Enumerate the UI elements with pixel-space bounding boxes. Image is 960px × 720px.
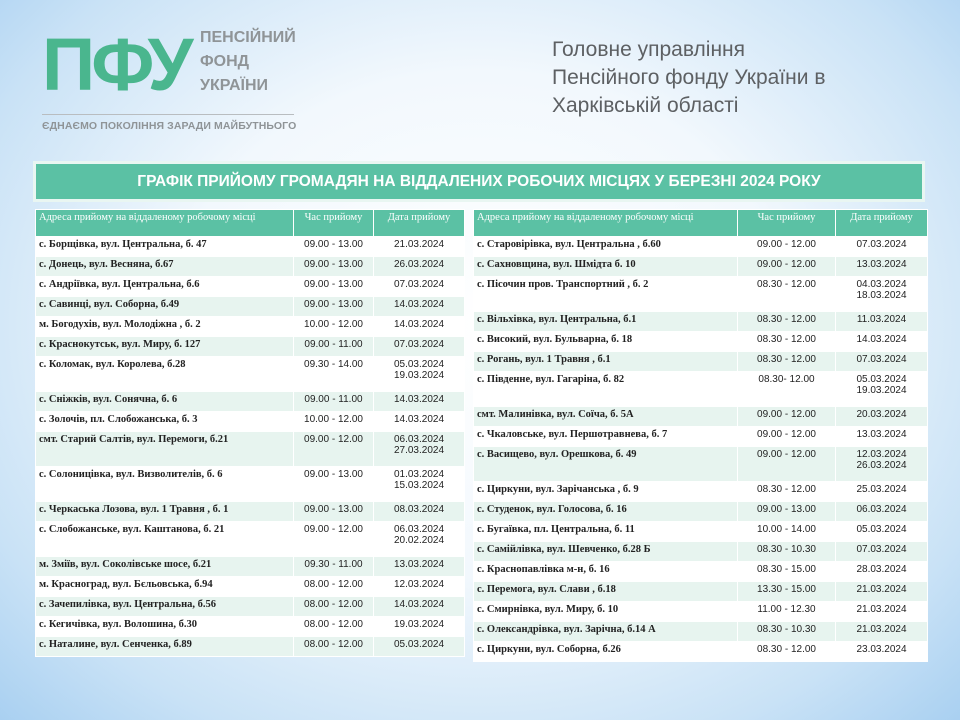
cell-date bbox=[374, 522, 465, 557]
cell-time: 08.30- 12.00 bbox=[738, 372, 836, 407]
date-value: 19.03.2024 bbox=[393, 619, 445, 630]
cell-date bbox=[836, 502, 928, 522]
date-value: 19.03.2024 bbox=[856, 385, 907, 396]
cell-time: 09.00 - 12.00 bbox=[738, 427, 836, 447]
cell-date bbox=[374, 257, 465, 277]
table-row bbox=[474, 352, 928, 372]
cell-address: с. Самійлівка, вул. Шевченко, б.28 Б bbox=[474, 542, 738, 562]
table-row bbox=[36, 597, 465, 617]
cell-date bbox=[836, 522, 928, 542]
pfu-logo bbox=[42, 22, 302, 142]
schedule-table-left bbox=[35, 209, 465, 657]
date-value: 05.03.2024 bbox=[856, 374, 907, 385]
date-value: 14.03.2024 bbox=[393, 394, 445, 405]
table-row bbox=[474, 642, 928, 662]
cell-time: 13.30 - 15.00 bbox=[738, 582, 836, 602]
table-row bbox=[474, 237, 928, 257]
cell-time: 09.00 - 12.00 bbox=[294, 522, 374, 557]
cell-address: с. Смирнівка, вул. Миру, б. 10 bbox=[474, 602, 738, 622]
cell-address: с. Студенок, вул. Голосова, б. 16 bbox=[474, 502, 738, 522]
cell-date bbox=[836, 352, 928, 372]
cell-date bbox=[374, 502, 465, 522]
cell-address: с. Черкаська Лозова, вул. 1 Травня , б. 1 bbox=[36, 502, 294, 522]
cell-time: 09.00 - 11.00 bbox=[294, 392, 374, 412]
cell-address: с. Південне, вул. Гагаріна, б. 82 bbox=[474, 372, 738, 407]
organization-line: Пенсійного фонду України в bbox=[552, 66, 826, 89]
date-value: 14.03.2024 bbox=[393, 414, 445, 425]
date-value: 21.03.2024 bbox=[856, 584, 907, 595]
cell-time: 10.00 - 14.00 bbox=[738, 522, 836, 542]
cell-address: с. Золочів, пл. Слобожанська, б. 3 bbox=[36, 412, 294, 432]
cell-time: 08.30 - 15.00 bbox=[738, 562, 836, 582]
cell-date bbox=[836, 582, 928, 602]
date-value: 13.03.2024 bbox=[856, 429, 907, 440]
cell-time: 11.00 - 12.30 bbox=[738, 602, 836, 622]
cell-time: 09.00 - 13.00 bbox=[294, 257, 374, 277]
table-row bbox=[474, 447, 928, 482]
cell-address: смт. Старий Салтів, вул. Перемоги, б.21 bbox=[36, 432, 294, 467]
cell-address: с. Андріївка, вул. Центральна, б.6 bbox=[36, 277, 294, 297]
table-row bbox=[474, 312, 928, 332]
cell-time: 08.00 - 12.00 bbox=[294, 597, 374, 617]
date-value: 07.03.2024 bbox=[856, 354, 907, 365]
header-time: Час прийому bbox=[738, 210, 836, 237]
table-row bbox=[474, 522, 928, 542]
header-time: Час прийому bbox=[294, 210, 374, 237]
date-value: 25.03.2024 bbox=[856, 484, 907, 495]
cell-time: 10.00 - 12.00 bbox=[294, 412, 374, 432]
cell-date bbox=[374, 297, 465, 317]
table-row bbox=[474, 582, 928, 602]
table-row bbox=[36, 337, 465, 357]
logo-word: УКРАЇНИ bbox=[200, 77, 269, 94]
cell-date bbox=[836, 312, 928, 332]
cell-date bbox=[374, 357, 465, 392]
cell-time: 08.30 - 12.00 bbox=[738, 312, 836, 332]
cell-address: с. Солоницівка, вул. Визволителів, б. 6 bbox=[36, 467, 294, 502]
table-row bbox=[474, 257, 928, 277]
table-row bbox=[36, 297, 465, 317]
cell-time: 08.30 - 12.00 bbox=[738, 482, 836, 502]
cell-address: с. Бугаївка, пл. Центральна, б. 11 bbox=[474, 522, 738, 542]
logo-word: ФОНД bbox=[200, 53, 250, 70]
cell-date bbox=[836, 562, 928, 582]
date-value: 13.03.2024 bbox=[856, 259, 907, 270]
cell-date bbox=[836, 622, 928, 642]
cell-time: 08.00 - 12.00 bbox=[294, 617, 374, 637]
cell-address: с. Сахновщина, вул. Шмідта б. 10 bbox=[474, 257, 738, 277]
cell-time: 09.30 - 14.00 bbox=[294, 357, 374, 392]
cell-time: 08.30 - 12.00 bbox=[738, 277, 836, 312]
cell-address: с. Сніжків, вул. Сонячна, б. 6 bbox=[36, 392, 294, 412]
table-header-row bbox=[36, 210, 465, 237]
table-row bbox=[474, 622, 928, 642]
cell-time: 08.00 - 12.00 bbox=[294, 577, 374, 597]
header-date: Дата прийому bbox=[836, 210, 928, 237]
organization-line: Харківській області bbox=[552, 94, 739, 117]
header-address: Адреса прийому на віддаленому робочому місці bbox=[36, 210, 294, 237]
cell-address: с. Краснопавлівка м-н, б. 16 bbox=[474, 562, 738, 582]
cell-time: 09.00 - 12.00 bbox=[738, 257, 836, 277]
cell-address: с. Слобожанське, вул. Каштанова, б. 21 bbox=[36, 522, 294, 557]
cell-time: 09.00 - 13.00 bbox=[294, 297, 374, 317]
table-row bbox=[36, 412, 465, 432]
date-value: 06.03.2024 bbox=[393, 434, 445, 445]
cell-time: 09.00 - 13.00 bbox=[294, 237, 374, 257]
date-value: 05.03.2024 bbox=[856, 524, 907, 535]
table-row bbox=[474, 372, 928, 407]
cell-time: 09.00 - 12.00 bbox=[738, 237, 836, 257]
cell-address: с. Васищево, вул. Орешкова, б. 49 bbox=[474, 447, 738, 482]
cell-address: с. Коломак, вул. Королева, б.28 bbox=[36, 357, 294, 392]
cell-time: 10.00 - 12.00 bbox=[294, 317, 374, 337]
date-value: 27.03.2024 bbox=[393, 445, 445, 456]
table-row bbox=[36, 502, 465, 522]
cell-date bbox=[374, 317, 465, 337]
date-value: 21.03.2024 bbox=[856, 604, 907, 615]
cell-address: с. Високий, вул. Бульварна, б. 18 bbox=[474, 332, 738, 352]
date-value: 14.03.2024 bbox=[393, 319, 445, 330]
cell-time: 08.00 - 12.00 bbox=[294, 637, 374, 657]
table-row bbox=[474, 602, 928, 622]
date-value: 07.03.2024 bbox=[856, 544, 907, 555]
date-value: 07.03.2024 bbox=[856, 239, 907, 250]
cell-address: с. Рогань, вул. 1 Травня , б.1 bbox=[474, 352, 738, 372]
cell-date bbox=[374, 617, 465, 637]
logo-word: ПЕНСІЙНИЙ bbox=[200, 29, 296, 46]
date-value: 19.03.2024 bbox=[393, 370, 445, 381]
cell-date bbox=[374, 637, 465, 657]
cell-address: с. Старовірівка, вул. Центральна , б.60 bbox=[474, 237, 738, 257]
cell-date bbox=[374, 432, 465, 467]
date-value: 13.03.2024 bbox=[393, 559, 445, 570]
cell-date bbox=[836, 542, 928, 562]
cell-time: 09.00 - 12.00 bbox=[738, 447, 836, 482]
date-value: 18.03.2024 bbox=[856, 290, 907, 301]
table-row bbox=[474, 482, 928, 502]
cell-time: 08.30 - 12.00 bbox=[738, 332, 836, 352]
table-row bbox=[36, 257, 465, 277]
table-row bbox=[36, 277, 465, 297]
logo-mark: ПФУ bbox=[42, 23, 190, 106]
table-row bbox=[474, 427, 928, 447]
header-date: Дата прийому bbox=[374, 210, 465, 237]
table-row bbox=[36, 357, 465, 392]
cell-address: с. Борщівка, вул. Центральна, б. 47 bbox=[36, 237, 294, 257]
cell-date bbox=[374, 277, 465, 297]
cell-date bbox=[836, 482, 928, 502]
cell-date bbox=[374, 237, 465, 257]
logo-divider bbox=[42, 114, 294, 115]
cell-date bbox=[836, 642, 928, 662]
cell-address: м. Богодухів, вул. Молодіжна , б. 2 bbox=[36, 317, 294, 337]
cell-address: с. Перемога, вул. Слави , б.18 bbox=[474, 582, 738, 602]
cell-address: с. Савинці, вул. Соборна, б.49 bbox=[36, 297, 294, 317]
date-value: 06.03.2024 bbox=[393, 524, 445, 535]
cell-time: 09.00 - 13.00 bbox=[294, 277, 374, 297]
organization-line: Головне управління bbox=[552, 38, 746, 61]
cell-address: с. Пісочин пров. Транспортний , б. 2 bbox=[474, 277, 738, 312]
header-address: Адреса прийому на віддаленому робочому місці bbox=[474, 210, 738, 237]
cell-address: с. Олександрівка, вул. Зарічна, б.14 А bbox=[474, 622, 738, 642]
table-row bbox=[36, 467, 465, 502]
date-value: 26.03.2024 bbox=[393, 259, 445, 270]
cell-time: 08.30 - 12.00 bbox=[738, 352, 836, 372]
date-value: 04.03.2024 bbox=[856, 279, 907, 290]
date-value: 20.02.2024 bbox=[393, 535, 445, 546]
cell-address: с. Донець, вул. Весняна, б.67 bbox=[36, 257, 294, 277]
date-value: 28.03.2024 bbox=[856, 564, 907, 575]
table-row bbox=[36, 557, 465, 577]
cell-address: с. Наталине, вул. Сенченка, б.89 bbox=[36, 637, 294, 657]
table-row bbox=[474, 332, 928, 352]
date-value: 07.03.2024 bbox=[393, 339, 445, 350]
date-value: 12.03.2024 bbox=[856, 449, 907, 460]
table-header-row bbox=[474, 210, 928, 237]
table-row bbox=[474, 562, 928, 582]
table-row bbox=[36, 577, 465, 597]
cell-time: 08.30 - 10.30 bbox=[738, 542, 836, 562]
table-row bbox=[36, 432, 465, 467]
table-row bbox=[36, 617, 465, 637]
organization-name bbox=[552, 36, 826, 120]
date-value: 12.03.2024 bbox=[393, 579, 445, 590]
cell-date bbox=[374, 337, 465, 357]
date-value: 20.03.2024 bbox=[856, 409, 907, 420]
cell-date bbox=[836, 447, 928, 482]
cell-address: с. Циркуни, вул. Соборна, б.26 bbox=[474, 642, 738, 662]
cell-date bbox=[836, 407, 928, 427]
table-row bbox=[36, 637, 465, 657]
cell-time: 09.00 - 13.00 bbox=[294, 502, 374, 522]
table-row bbox=[36, 317, 465, 337]
cell-address: с. Вільхівка, вул. Центральна, б.1 bbox=[474, 312, 738, 332]
date-value: 05.03.2024 bbox=[393, 639, 445, 650]
cell-address: с. Чкаловське, вул. Першотравнева, б. 7 bbox=[474, 427, 738, 447]
cell-address: м. Зміїв, вул. Соколівське шосе, б.21 bbox=[36, 557, 294, 577]
cell-time: 09.00 - 12.00 bbox=[294, 432, 374, 467]
cell-date bbox=[836, 237, 928, 257]
cell-date bbox=[836, 372, 928, 407]
logo-words bbox=[200, 26, 296, 98]
cell-date bbox=[374, 577, 465, 597]
cell-date bbox=[836, 427, 928, 447]
cell-date bbox=[836, 277, 928, 312]
cell-time: 09.00 - 12.00 bbox=[738, 407, 836, 427]
table-row bbox=[474, 407, 928, 427]
cell-address: с. Краснокутськ, вул. Миру, б. 127 bbox=[36, 337, 294, 357]
date-value: 07.03.2024 bbox=[393, 279, 445, 290]
cell-address: с. Кегичівка, вул. Волошина, б.30 bbox=[36, 617, 294, 637]
date-value: 21.03.2024 bbox=[393, 239, 445, 250]
date-value: 14.03.2024 bbox=[856, 334, 907, 345]
date-value: 06.03.2024 bbox=[856, 504, 907, 515]
cell-date bbox=[374, 597, 465, 617]
cell-date bbox=[374, 467, 465, 502]
date-value: 08.03.2024 bbox=[393, 504, 445, 515]
cell-time: 09.00 - 13.00 bbox=[294, 467, 374, 502]
cell-address: с. Циркуни, вул. Зарічанська , б. 9 bbox=[474, 482, 738, 502]
cell-date bbox=[836, 332, 928, 352]
date-value: 01.03.2024 bbox=[393, 469, 445, 480]
date-value: 26.03.2024 bbox=[856, 460, 907, 471]
cell-date bbox=[374, 557, 465, 577]
table-row bbox=[474, 502, 928, 522]
date-value: 15.03.2024 bbox=[393, 480, 445, 491]
cell-time: 08.30 - 12.00 bbox=[738, 642, 836, 662]
cell-date bbox=[374, 392, 465, 412]
schedule-title: ГРАФІК ПРИЙОМУ ГРОМАДЯН НА ВІДДАЛЕНИХ РОБОЧИХ МІСЦЯХ У БЕРЕЗНІ 2024 РОКУ bbox=[33, 161, 925, 202]
date-value: 14.03.2024 bbox=[393, 599, 445, 610]
cell-time: 08.30 - 10.30 bbox=[738, 622, 836, 642]
date-value: 23.03.2024 bbox=[856, 644, 907, 655]
cell-date bbox=[836, 257, 928, 277]
date-value: 14.03.2024 bbox=[393, 299, 445, 310]
date-value: 05.03.2024 bbox=[393, 359, 445, 370]
date-value: 21.03.2024 bbox=[856, 624, 907, 635]
cell-address: м. Красноград, вул. Бєльовська, б.94 bbox=[36, 577, 294, 597]
cell-address: с. Зачепилівка, вул. Центральна, б.56 bbox=[36, 597, 294, 617]
table-row bbox=[36, 522, 465, 557]
table-row bbox=[36, 237, 465, 257]
logo-tagline: ЄДНАЄМО ПОКОЛІННЯ ЗАРАДИ МАЙБУТНЬОГО bbox=[42, 120, 297, 132]
table-row bbox=[474, 277, 928, 312]
cell-time: 09.00 - 13.00 bbox=[738, 502, 836, 522]
cell-date bbox=[836, 602, 928, 622]
cell-time: 09.30 - 11.00 bbox=[294, 557, 374, 577]
table-row bbox=[474, 542, 928, 562]
cell-address: смт. Малинівка, вул. Соїча, б. 5А bbox=[474, 407, 738, 427]
cell-date bbox=[374, 412, 465, 432]
cell-time: 09.00 - 11.00 bbox=[294, 337, 374, 357]
table-row bbox=[36, 392, 465, 412]
schedule-table-right bbox=[473, 209, 928, 662]
date-value: 11.03.2024 bbox=[856, 314, 907, 325]
